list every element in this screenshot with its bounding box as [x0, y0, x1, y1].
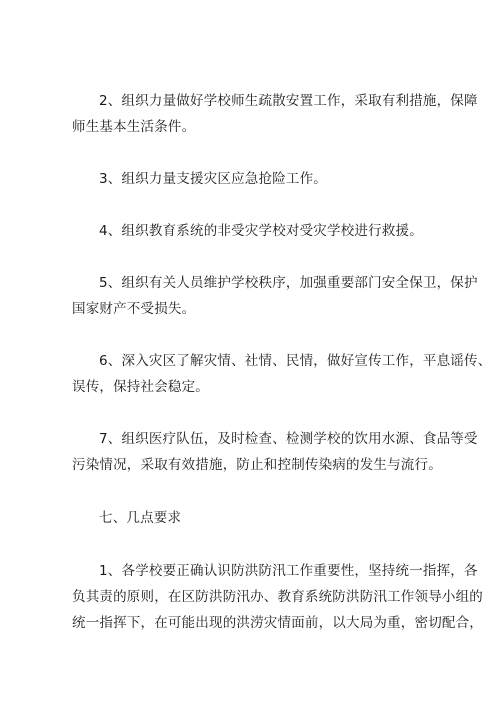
text-line: 3、组织力量支援灾区应急抢险工作。 — [99, 171, 327, 187]
paragraph-item-4 — [72, 218, 434, 244]
heading-text: 七、几点要求 — [99, 510, 182, 526]
text-line: 4、组织教育系统的非受灾学校对受灾学校进行救援。 — [99, 223, 423, 239]
text-line: 师生基本生活条件。 — [72, 119, 196, 135]
section-heading — [72, 505, 434, 531]
text-line: 1、各学校要正确认识防洪防汛工作重要性，坚持统一指挥，各 — [99, 563, 478, 579]
text-line: 5、组织有关人员维护学校秩序，加强重要部门安全保卫，保护 — [99, 275, 478, 291]
text-line: 国家财产不受损失。 — [72, 301, 196, 317]
text-line: 2、组织力量做好学校师生疏散安置工作，采取有利措施，保障 — [99, 93, 478, 109]
paragraph-item-3 — [72, 166, 434, 192]
text-line: 污染情况，采取有效措施，防止和控制传染病的发生与流行。 — [72, 457, 442, 473]
paragraph-item-2 — [72, 88, 478, 140]
paragraph-item-5 — [72, 270, 478, 322]
text-line: 7、组织医疗队伍，及时检查、检测学校的饮用水源、食品等受 — [99, 431, 478, 447]
text-line: 负其责的原则，在区防洪防汛办、教育系统防洪防汛工作领导小组的 — [72, 589, 483, 605]
paragraph-item-6 — [72, 348, 492, 400]
text-line: 统一指挥下，在可能出现的洪涝灾情面前，以大局为重，密切配合， — [72, 615, 483, 631]
paragraph-requirement-1 — [72, 558, 483, 636]
paragraph-item-7 — [72, 426, 478, 478]
text-line: 6、深入灾区了解灾情、社情、民情，做好宣传工作，平息谣传、 — [99, 353, 492, 369]
text-line: 误传，保持社会稳定。 — [72, 379, 209, 395]
